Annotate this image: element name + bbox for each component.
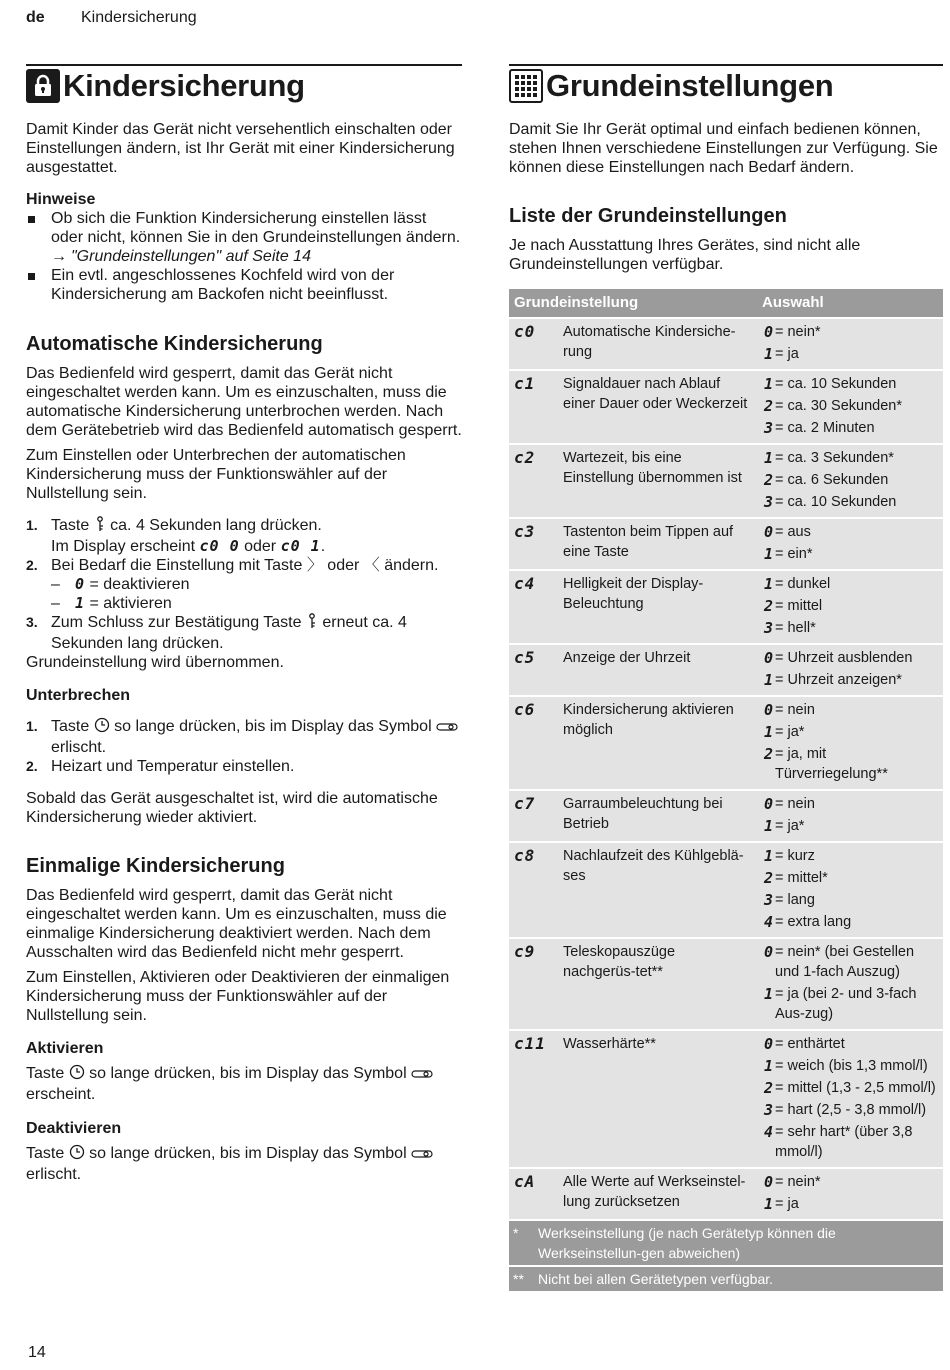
interrupt-heading: Unterbrechen <box>26 687 131 704</box>
step-item: 1. Taste ca. 4 Sekunden lang drücken. Im Display erscheint c0 0 oder c0 1. <box>26 517 326 555</box>
table-row <box>509 696 943 790</box>
setting-options <box>757 790 943 842</box>
setting-description: Kindersicherung aktivieren möglich <box>563 696 757 790</box>
option-item <box>757 1033 941 1055</box>
page-header <box>26 9 197 27</box>
notes-list <box>26 209 462 304</box>
option-label: = enthärtet <box>775 1036 845 1052</box>
option-label: = mittel <box>775 598 823 614</box>
option-item <box>757 793 941 815</box>
column-header-setting: Grundeinstellung <box>509 289 757 318</box>
option-label: = ca. 30 Sekunden* <box>775 398 902 414</box>
footnote-mark: ** <box>513 1271 524 1287</box>
option-label: = aus <box>775 524 811 540</box>
option-label: = hell* <box>775 620 816 636</box>
header-section: Kindersicherung <box>81 9 197 26</box>
setting-description: Automatische Kindersiche-rung <box>563 318 757 370</box>
option-label: = Uhrzeit ausblenden <box>775 650 913 666</box>
setting-code: c5 <box>509 644 563 696</box>
heading-settings-list: Liste der Grundeinstellungen <box>509 205 787 227</box>
option-item <box>757 617 941 639</box>
intro-text: Damit Kinder das Gerät nicht versehentlich einschalten oder Einstellungen ändern, ist Ihr Gerät mit einer Kindersicherung ausgestattet. <box>26 121 455 176</box>
key-icon <box>306 613 318 634</box>
setting-code: c9 <box>509 938 563 1030</box>
setting-code: c6 <box>509 696 563 790</box>
option-value: 0 <box>763 795 773 813</box>
result-text: Grundeinstellung wird übernommen. <box>26 654 284 671</box>
setting-code: c7 <box>509 790 563 842</box>
footnote <box>509 1220 943 1266</box>
option-value: 2 <box>763 869 773 887</box>
option-item <box>757 1055 941 1077</box>
option-value: 3 <box>763 419 773 437</box>
option-value: 1 <box>763 345 773 363</box>
setting-description: Alle Werte auf Werkseinstel-lung zurücksetzen <box>563 1168 757 1220</box>
option-label: = weich (bis 1,3 mmol/l) <box>775 1058 928 1074</box>
option-value: 1 <box>763 375 773 393</box>
setting-options <box>757 370 943 444</box>
clock-icon <box>69 1144 85 1165</box>
step-item: 2. Bei Bedarf die Einstellung mit Taste 〉 oder 〈 ändern. – 0 = deaktivieren – 1 = aktivieren <box>26 557 439 612</box>
intro-text: Damit Sie Ihr Gerät optimal und einfach bedienen können, stehen Ihnen verschiedene Einstellungen zur Verfügung. Sie können diese Einstellungen nach Bedarf ändern. <box>509 121 938 176</box>
option-label: = mittel (1,3 - 2,5 mmol/l) <box>775 1080 936 1096</box>
option-item <box>757 1193 941 1215</box>
key-icon <box>94 516 106 537</box>
option-value: 2 <box>763 1079 773 1097</box>
child-lock-symbol-icon <box>411 1146 433 1165</box>
option-value: 0 <box>763 323 773 341</box>
display-code: 1 <box>75 594 86 612</box>
display-code: c0 0 <box>199 537 240 555</box>
option-item <box>757 983 941 1025</box>
table-row <box>509 444 943 518</box>
option-item <box>757 491 941 513</box>
clock-icon <box>69 1064 85 1085</box>
table-row <box>509 370 943 444</box>
setting-description: Garraumbeleuchtung bei Betrieb <box>563 790 757 842</box>
cross-reference-link[interactable]: → "Grundeinstellungen" auf Seite 14 <box>51 248 311 265</box>
table-row <box>509 518 943 570</box>
paragraph: Zum Einstellen oder Unterbrechen der automatischen Kindersicherung muss der Funktionswähler auf der Nullstellung sein. <box>26 447 406 502</box>
option-label: = ein* <box>775 546 813 562</box>
table-row <box>509 1168 943 1220</box>
option-label: = sehr hart* (über 3,8 mmol/l) <box>775 1124 913 1160</box>
table-header-row <box>509 289 943 318</box>
setting-options <box>757 644 943 696</box>
option-item <box>757 1099 941 1121</box>
option-value: 1 <box>763 545 773 563</box>
option-label: = nein* <box>775 1174 821 1190</box>
option-label: = nein <box>775 796 815 812</box>
column-header-selection: Auswahl <box>757 289 943 318</box>
option-item <box>757 343 941 365</box>
setting-options <box>757 1168 943 1220</box>
option-value: 1 <box>763 1195 773 1213</box>
option-item <box>757 321 941 343</box>
option-item <box>757 845 941 867</box>
table-row <box>509 938 943 1030</box>
setting-code: c8 <box>509 842 563 938</box>
option-value: 0 <box>763 1035 773 1053</box>
option-item <box>757 573 941 595</box>
option-value: 0 <box>763 649 773 667</box>
option-item <box>757 721 941 743</box>
option-value: 3 <box>763 493 773 511</box>
option-label: = ja <box>775 1196 799 1212</box>
language-code: de <box>26 9 45 26</box>
option-value: 0 <box>763 701 773 719</box>
option-item <box>757 941 941 983</box>
option-label: = ca. 3 Sekunden* <box>775 450 894 466</box>
table-row <box>509 570 943 644</box>
settings-grid-icon <box>509 69 543 103</box>
option-value: 1 <box>763 847 773 865</box>
option-label: = ca. 10 Sekunden <box>775 376 897 392</box>
paragraph: Sobald das Gerät ausgeschaltet ist, wird die automatische Kindersicherung wieder aktiviert. <box>26 790 438 826</box>
table-row <box>509 842 943 938</box>
setting-code: cA <box>509 1168 563 1220</box>
option-item <box>757 417 941 439</box>
setting-description: Teleskopauszüge nachgerüs-tet** <box>563 938 757 1030</box>
setting-description: Signaldauer nach Ablauf einer Dauer oder Weckerzeit <box>563 370 757 444</box>
list-item <box>26 209 462 266</box>
activate-heading: Aktivieren <box>26 1040 104 1057</box>
section-title-kindersicherung <box>26 64 462 104</box>
option-value: 1 <box>763 723 773 741</box>
setting-code: c11 <box>509 1030 563 1168</box>
setting-code: c3 <box>509 518 563 570</box>
option-value: 1 <box>763 985 773 1003</box>
option-value: 1 <box>763 817 773 835</box>
option-item <box>757 1121 941 1163</box>
footnote-text: Nicht bei allen Gerätetypen verfügbar. <box>538 1271 774 1287</box>
option-label: = kurz <box>775 848 815 864</box>
setting-code: c2 <box>509 444 563 518</box>
option-value: 3 <box>763 891 773 909</box>
step-item: 3. Zum Schluss zur Bestätigung Taste erneut ca. 4 Sekunden lang drücken. <box>26 614 407 652</box>
section-title-grundeinstellungen <box>509 64 943 104</box>
setting-description: Helligkeit der Display-Beleuchtung <box>563 570 757 644</box>
option-label: = nein <box>775 702 815 718</box>
option-label: = ja, mit Türverriegelung** <box>775 746 888 782</box>
footnote <box>509 1266 943 1291</box>
option-value: 4 <box>763 913 773 931</box>
paragraph: Das Bedienfeld wird gesperrt, damit das Gerät nicht eingeschaltet werden kann. Um es einzuschalten, muss die automatische Kindersicherung unterbrochen werden. Nach dem Gerätebetrieb wird das Bedienfeld automatisch gesperrt. <box>26 365 462 439</box>
display-code: c0 1 <box>280 537 321 555</box>
option-item <box>757 669 941 691</box>
option-label: = lang <box>775 892 815 908</box>
heading-single-lock: Einmalige Kindersicherung <box>26 855 285 877</box>
footnote-text: Werkseinstellung (je nach Gerätetyp können die Werkseinstellun-gen abweichen) <box>538 1225 836 1261</box>
setting-code: c4 <box>509 570 563 644</box>
option-label: = hart (2,5 - 3,8 mmol/l) <box>775 1102 927 1118</box>
option-label: = extra lang <box>775 914 852 930</box>
option-label: = mittel* <box>775 870 828 886</box>
option-item <box>757 699 941 721</box>
option-value: 2 <box>763 397 773 415</box>
page-title: Grundeinstellungen <box>546 68 834 103</box>
option-item <box>757 815 941 837</box>
option-label: = ja <box>775 346 799 362</box>
left-column <box>26 64 462 1184</box>
option-item <box>757 647 941 669</box>
option-item <box>757 1171 941 1193</box>
option-label: = ca. 10 Sekunden <box>775 494 897 510</box>
option-value: 0 <box>763 943 773 961</box>
option-value: 2 <box>763 597 773 615</box>
step-item: 2. Heizart und Temperatur einstellen. <box>26 758 295 775</box>
option-value: 0 <box>763 523 773 541</box>
footnote-row <box>509 1266 943 1291</box>
setting-options <box>757 1030 943 1168</box>
setting-description: Tastenton beim Tippen auf eine Taste <box>563 518 757 570</box>
page-number: 14 <box>28 1344 46 1361</box>
setting-description: Nachlaufzeit des Kühlgeblä-ses <box>563 842 757 938</box>
arrow-icon: → <box>51 248 67 265</box>
option-value: 4 <box>763 1123 773 1141</box>
option-label: = ja (bei 2- und 3-fach Aus-zug) <box>775 986 917 1022</box>
page-title: Kindersicherung <box>63 68 305 103</box>
display-code: 0 <box>75 575 86 593</box>
lock-icon <box>26 69 60 103</box>
footnote-mark: * <box>513 1225 519 1241</box>
option-value: 3 <box>763 619 773 637</box>
option-item <box>757 1077 941 1099</box>
option-label: = dunkel <box>775 576 831 592</box>
paragraph: Das Bedienfeld wird gesperrt, damit das Gerät nicht eingeschaltet werden kann. Um es einzuschalten, muss die einmalige Kindersicherung deaktiviert werden. Nach dem Ausschalten wird das Bedienfeld nicht mehr gesperrt. <box>26 887 447 961</box>
table-row <box>509 318 943 370</box>
right-column <box>509 64 943 1291</box>
clock-icon <box>94 717 110 738</box>
steps-list <box>26 516 462 653</box>
paragraph: Zum Einstellen, Aktivieren oder Deaktivieren der einmaligen Kindersicherung muss der Funktionswähler auf der Nullstellung sein. <box>26 969 450 1024</box>
table-row <box>509 644 943 696</box>
option-item <box>757 543 941 565</box>
option-item <box>757 867 941 889</box>
setting-options <box>757 444 943 518</box>
option-label: = ca. 2 Minuten <box>775 420 875 436</box>
settings-table <box>509 289 943 1291</box>
option-item <box>757 395 941 417</box>
child-lock-symbol-icon <box>411 1066 433 1085</box>
interrupt-steps <box>26 717 462 776</box>
option-value: 1 <box>763 575 773 593</box>
option-item <box>757 521 941 543</box>
setting-description: Wasserhärte** <box>563 1030 757 1168</box>
option-item <box>757 595 941 617</box>
note-text: Ein evtl. angeschlossenes Kochfeld wird von der Kindersicherung am Backofen nicht beeinflusst. <box>51 267 395 303</box>
option-label: = ja* <box>775 818 805 834</box>
option-item <box>757 889 941 911</box>
option-value: 2 <box>763 471 773 489</box>
setting-options <box>757 696 943 790</box>
setting-options <box>757 842 943 938</box>
option-item <box>757 447 941 469</box>
table-row <box>509 790 943 842</box>
list-item <box>26 266 462 304</box>
setting-options <box>757 938 943 1030</box>
option-label: = ja* <box>775 724 805 740</box>
option-value: 3 <box>763 1101 773 1119</box>
setting-options <box>757 518 943 570</box>
heading-automatic-lock: Automatische Kindersicherung <box>26 333 323 355</box>
option-item <box>757 743 941 785</box>
table-row <box>509 1030 943 1168</box>
footnote-row <box>509 1220 943 1266</box>
option-label: = Uhrzeit anzeigen* <box>775 672 902 688</box>
setting-options <box>757 570 943 644</box>
option-value: 1 <box>763 1057 773 1075</box>
option-value: 2 <box>763 745 773 763</box>
option-value: 1 <box>763 449 773 467</box>
option-value: 1 <box>763 671 773 689</box>
step-item: 1. Taste so lange drücken, bis im Display das Symbol erlischt. <box>26 717 462 757</box>
setting-description: Anzeige der Uhrzeit <box>563 644 757 696</box>
paragraph: Je nach Ausstattung Ihres Gerätes, sind nicht alle Grundeinstellungen verfügbar. <box>509 237 861 273</box>
deactivate-heading: Deaktivieren <box>26 1120 122 1137</box>
option-label: = nein* <box>775 324 821 340</box>
option-item <box>757 469 941 491</box>
note-text: Ob sich die Funktion Kindersicherung einstellen lässt oder nicht, können Sie in den Grundeinstellungen ändern. <box>51 210 461 246</box>
paragraph: Taste so lange drücken, bis im Display das Symbol erscheint. <box>26 1064 462 1104</box>
setting-options <box>757 318 943 370</box>
paragraph: Taste so lange drücken, bis im Display das Symbol erlischt. <box>26 1144 462 1184</box>
setting-code: c1 <box>509 370 563 444</box>
setting-code: c0 <box>509 318 563 370</box>
option-item <box>757 373 941 395</box>
option-label: = nein* (bei Gestellen und 1-fach Auszug) <box>775 944 915 980</box>
setting-description: Wartezeit, bis eine Einstellung übernommen ist <box>563 444 757 518</box>
notes-heading: Hinweise <box>26 191 96 208</box>
child-lock-symbol-icon <box>436 719 458 738</box>
option-value: 0 <box>763 1173 773 1191</box>
option-label: = ca. 6 Sekunden <box>775 472 889 488</box>
option-item <box>757 911 941 933</box>
